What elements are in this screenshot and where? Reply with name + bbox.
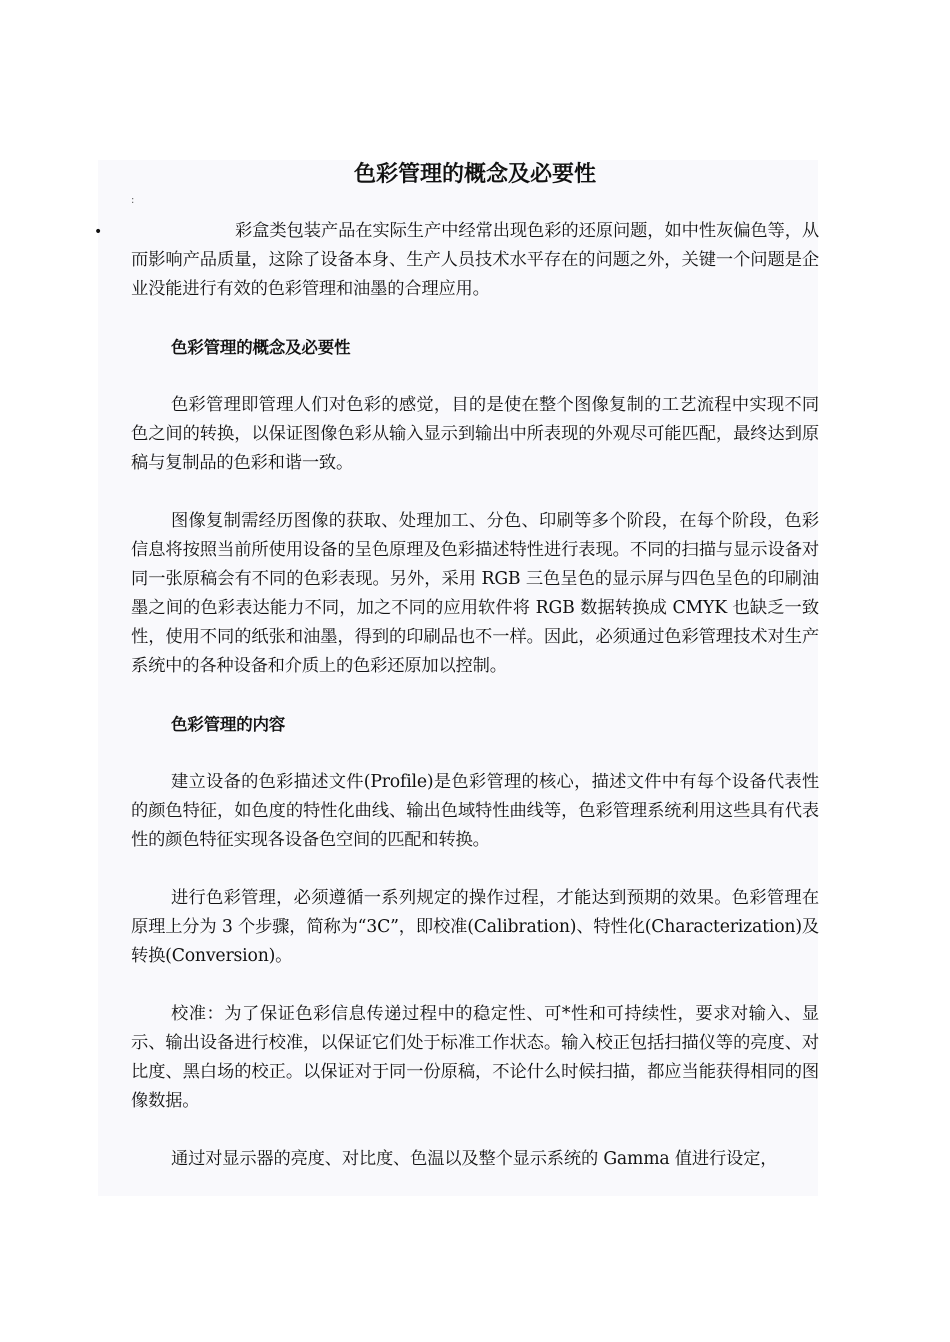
body-paragraph: 色彩管理即管理人们对色彩的感觉，目的是使在整个图像复制的工艺流程中实现不同色之间的转换，以保证图像色彩从输入显示到输出中所表现的外观尽可能匹配，最终达到原稿与复制品的色彩和谐一致。 [131,395,819,473]
body-paragraph: 通过对显示器的亮度、对比度、色温以及整个显示系统的 Gamma 值进行设定， [171,1149,778,1169]
section-heading-content: 色彩管理的内容 [171,715,286,734]
bullet-icon: • [94,224,103,240]
intro-paragraph: 彩盒类包装产品在实际生产中经常出现色彩的还原问题，如中性灰偏色等，从而影响产品质量，这除了设备本身、生产人员技术水平存在的问题之外，关键一个问题是企业没能进行有效的色彩管理和油墨的合理应用。 [131,221,819,299]
marker-colon: : [131,195,135,206]
body-paragraph: 进行色彩管理，必须遵循一系列规定的操作过程，才能达到预期的效果。色彩管理在原理上分为 3 个步骤，简称为“3C”，即校准(Calibration)、特性化(Characterization)及转换(Conversion)。 [131,888,819,966]
body-paragraph: 图像复制需经历图像的获取、处理加工、分色、印刷等多个阶段，在每个阶段，色彩信息将按照当前所使用设备的呈色原理及色彩描述特性进行表现。不同的扫描与显示设备对同一张原稿会有不同的色彩表现。另外，采用 RGB 三色呈色的显示屏与四色呈色的印刷油墨之间的色彩表达能力不同，加之不同的应用软件将 RGB 数据转换成 CMYK 也缺乏一致性，使用不同的纸张和油墨，得到的印刷品也不一样。因此，必须通过色彩管理技术对生产系统中的各种设备和介质上的色彩还原加以控制。 [131,511,819,676]
document-body [131,217,819,1203]
section-heading-concept: 色彩管理的概念及必要性 [171,338,351,357]
body-paragraph: 建立设备的色彩描述文件(Profile)是色彩管理的核心，描述文件中有每个设备代表性的颜色特征，如色度的特性化曲线、输出色域特性曲线等，色彩管理系统利用这些具有代表性的颜色特征实现各设备色空间的匹配和转换。 [131,772,819,850]
page-title: 色彩管理的概念及必要性 [353,162,596,187]
body-paragraph: 校准：为了保证色彩信息传递过程中的稳定性、可*性和可持续性，要求对输入、显示、输出设备进行校准，以保证它们处于标准工作状态。输入校正包括扫描仪等的亮度、对比度、黑白场的校正。以保证对于同一份原稿，不论什么时候扫描，都应当能获得相同的图像数据。 [131,1004,819,1111]
